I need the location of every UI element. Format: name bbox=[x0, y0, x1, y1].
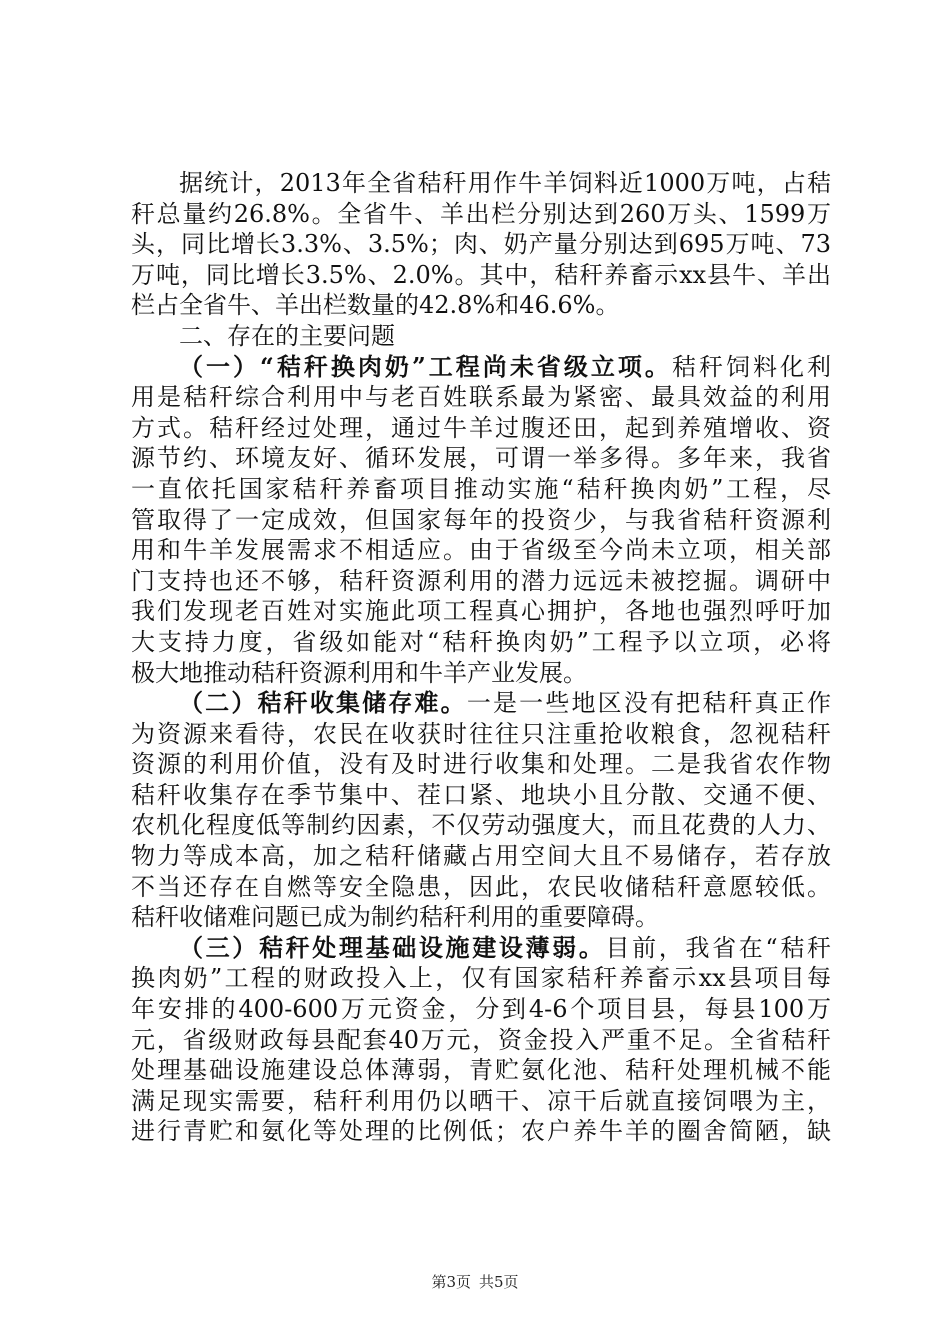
page-footer bbox=[0, 1271, 950, 1292]
paragraph-line: 秸秆收储难问题已成为制约秸秆利用的重要障碍。 bbox=[131, 903, 659, 932]
paragraph-line bbox=[131, 933, 831, 964]
subsection-title: （一）“秸秆换肉奶”工程尚未省级立项。 bbox=[179, 351, 672, 381]
paragraph-line bbox=[131, 352, 831, 383]
paragraph-line: 进行青贮和氨化等处理的比例低；农户养牛羊的圈舍简陋，缺 bbox=[131, 1117, 831, 1146]
paragraph-line: 大支持力度，省级如能对“秸秆换肉奶”工程予以立项，必将 bbox=[131, 627, 831, 656]
paragraph-line: 方式。秸秆经过处理，通过牛羊过腹还田，起到养殖增收、资 bbox=[131, 413, 831, 442]
paragraph-line: 物力等成本高，加之秸秆储藏占用空间大且不易储存，若存放 bbox=[131, 842, 831, 871]
paragraph-line: 用和牛羊发展需求不相适应。由于省级至今尚未立项，相关部 bbox=[131, 536, 831, 565]
paragraph-line: 门支持也还不够，秸秆资源利用的潜力远远未被挖掘。调研中 bbox=[131, 566, 831, 595]
subsection-title: （二）秸秆收集储存难。 bbox=[179, 688, 467, 718]
paragraph-line: 我们发现老百姓对实施此项工程真心拥护，各地也强烈呼吁加 bbox=[131, 597, 831, 626]
paragraph-text: 秸秆饲料化利 bbox=[671, 352, 831, 381]
paragraph-line: 极大地推动秸秆资源利用和牛羊产业发展。 bbox=[131, 658, 587, 687]
paragraph-line: 处理基础设施建设总体薄弱，青贮氨化池、秸秆处理机械不能 bbox=[131, 1056, 831, 1085]
section-heading: 二、存在的主要问题 bbox=[179, 321, 395, 350]
page-total: 共5页 bbox=[479, 1273, 519, 1291]
paragraph-line: 换肉奶”工程的财政投入上，仅有国家秸秆养畜示xx县项目每 bbox=[131, 964, 831, 993]
paragraph-line: 栏占全省牛、羊出栏数量的42.8%和46.6%。 bbox=[131, 291, 620, 320]
paragraph-line: 用是秸秆综合利用中与老百姓联系最为紧密、最具效益的利用 bbox=[131, 383, 831, 412]
paragraph-line: 秆总量约26.8%。全省牛、羊出栏分别达到260万头、1599万 bbox=[131, 199, 831, 228]
paragraph-line: 满足现实需要，秸秆利用仍以晒干、凉干后就直接饲喂为主， bbox=[131, 1086, 831, 1115]
paragraph-line: 不当还存在自燃等安全隐患，因此，农民收储秸秆意愿较低。 bbox=[131, 872, 831, 901]
paragraph-line: 源节约、环境友好、循环发展，可谓一举多得。多年来，我省 bbox=[131, 444, 831, 473]
paragraph-line: 万吨，同比增长3.5%、2.0%。其中，秸秆养畜示xx县牛、羊出 bbox=[131, 260, 831, 289]
paragraph-line: 管取得了一定成效，但国家每年的投资少，与我省秸秆资源利 bbox=[131, 505, 831, 534]
paragraph-line bbox=[131, 688, 831, 719]
paragraph-line: 为资源来看待，农民在收获时往往只注重抢收粮食，忽视秸秆 bbox=[131, 719, 831, 748]
document-body bbox=[131, 168, 831, 1147]
paragraph-line: 农机化程度低等制约因素，不仅劳动强度大，而且花费的人力、 bbox=[131, 811, 831, 840]
paragraph-line: 头，同比增长3.3%、3.5%；肉、奶产量分别达到695万吨、73 bbox=[131, 230, 831, 259]
paragraph-text: 目前，我省在“秸秆 bbox=[605, 933, 831, 962]
page-number: 第3页 bbox=[431, 1273, 471, 1291]
paragraph-line: 据统计，2013年全省秸秆用作牛羊饲料近1000万吨，占秸 bbox=[179, 169, 831, 197]
paragraph-line: 年安排的400-600万元资金，分到4-6个项目县，每县100万 bbox=[131, 995, 831, 1024]
paragraph-line: 一直依托国家秸秆养畜项目推动实施“秸秆换肉奶”工程，尽 bbox=[131, 474, 831, 503]
paragraph-line: 秸秆收集存在季节集中、茬口紧、地块小且分散、交通不便、 bbox=[131, 780, 831, 809]
paragraph-text: 一是一些地区没有把秸秆真正作 bbox=[466, 689, 831, 718]
paragraph-line: 元，省级财政每县配套40万元，资金投入严重不足。全省秸秆 bbox=[131, 1025, 831, 1054]
subsection-title: （三）秸秆处理基础设施建设薄弱。 bbox=[179, 932, 606, 962]
paragraph-line: 资源的利用价值，没有及时进行收集和处理。二是我省农作物 bbox=[131, 750, 831, 779]
